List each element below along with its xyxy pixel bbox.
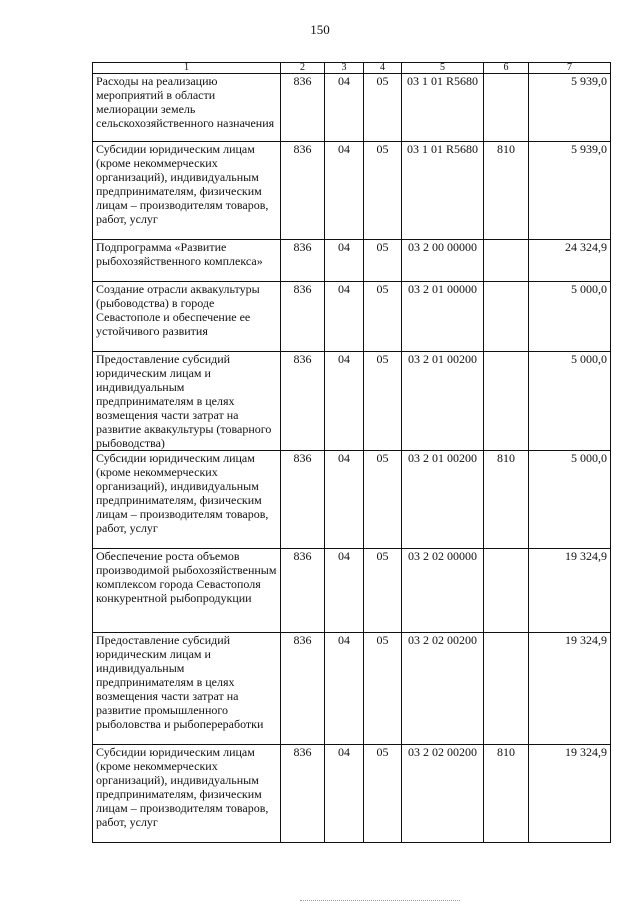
row-vr: 810: [484, 142, 529, 240]
row-vr: [484, 549, 529, 633]
table-row: [93, 352, 611, 451]
row-sum: 5 000,0: [529, 352, 611, 451]
row-ved: 836: [281, 240, 325, 282]
row-csr: 03 2 02 00200: [402, 745, 484, 843]
header-col-4: 4: [364, 63, 402, 74]
row-vr: [484, 74, 529, 142]
table-row: [93, 549, 611, 633]
table-row: [93, 282, 611, 352]
row-rz: 04: [325, 549, 364, 633]
row-pr: 05: [364, 451, 402, 549]
row-vr: 810: [484, 451, 529, 549]
row-pr: 05: [364, 240, 402, 282]
row-rz: 04: [325, 352, 364, 451]
budget-table: [92, 62, 611, 843]
row-vr: 810: [484, 745, 529, 843]
row-rz: 04: [325, 142, 364, 240]
header-col-2: 2: [281, 63, 325, 74]
table-row: [93, 451, 611, 549]
table-header-row: [93, 63, 611, 74]
row-pr: 05: [364, 282, 402, 352]
row-vr: [484, 352, 529, 451]
row-pr: 05: [364, 142, 402, 240]
row-csr: 03 2 01 00000: [402, 282, 484, 352]
row-sum: 5 000,0: [529, 451, 611, 549]
row-rz: 04: [325, 74, 364, 142]
row-pr: 05: [364, 549, 402, 633]
row-sum: 19 324,9: [529, 745, 611, 843]
header-col-6: 6: [484, 63, 529, 74]
row-pr: 05: [364, 74, 402, 142]
header-col-7: 7: [529, 63, 611, 74]
row-ved: 836: [281, 282, 325, 352]
row-name: Обеспечение роста объемов производимой рыбохозяйственным комплексом города Севастополя конкурентной рыбопродукции: [93, 549, 281, 633]
header-col-1: 1: [93, 63, 281, 74]
row-sum: 5 939,0: [529, 74, 611, 142]
row-name: Предоставление субсидий юридическим лицам и индивидуальным предпринимателям в целях возмещения части затрат на развитие аквакультуры (товарного рыбоводства): [93, 352, 281, 451]
row-csr: 03 2 02 00200: [402, 633, 484, 745]
table-row: [93, 633, 611, 745]
table-row: [93, 142, 611, 240]
row-csr: 03 1 01 R5680: [402, 142, 484, 240]
row-ved: 836: [281, 549, 325, 633]
row-vr: [484, 240, 529, 282]
row-name: Субсидии юридическим лицам (кроме некоммерческих организаций), индивидуальным предпринимателям, физическим лицам – производителям товаров, работ, услуг: [93, 142, 281, 240]
page-bottom-edge: [300, 900, 460, 903]
row-csr: 03 2 00 00000: [402, 240, 484, 282]
row-ved: 836: [281, 745, 325, 843]
header-col-3: 3: [325, 63, 364, 74]
row-sum: 19 324,9: [529, 549, 611, 633]
row-ved: 836: [281, 74, 325, 142]
row-csr: 03 2 01 00200: [402, 352, 484, 451]
row-sum: 5 939,0: [529, 142, 611, 240]
row-rz: 04: [325, 451, 364, 549]
row-name: Предоставление субсидий юридическим лицам и индивидуальным предпринимателям в целях возмещения части затрат на развитие промышленного рыболовства и рыбопереработки: [93, 633, 281, 745]
row-csr: 03 2 01 00200: [402, 451, 484, 549]
table-row: [93, 745, 611, 843]
row-name: Расходы на реализацию мероприятий в области мелиорации земель сельскохозяйственного назначения: [93, 74, 281, 142]
row-vr: [484, 282, 529, 352]
row-csr: 03 1 01 R5680: [402, 74, 484, 142]
row-ved: 836: [281, 633, 325, 745]
row-ved: 836: [281, 142, 325, 240]
row-rz: 04: [325, 282, 364, 352]
row-pr: 05: [364, 352, 402, 451]
row-rz: 04: [325, 240, 364, 282]
row-rz: 04: [325, 633, 364, 745]
row-pr: 05: [364, 745, 402, 843]
row-sum: 24 324,9: [529, 240, 611, 282]
row-sum: 5 000,0: [529, 282, 611, 352]
page-number: 150: [310, 22, 330, 37]
row-sum: 19 324,9: [529, 633, 611, 745]
row-ved: 836: [281, 451, 325, 549]
row-vr: [484, 633, 529, 745]
table-row: [93, 240, 611, 282]
row-rz: 04: [325, 745, 364, 843]
row-ved: 836: [281, 352, 325, 451]
row-name: Создание отрасли аквакультуры (рыбоводства) в городе Севастополе и обеспечение ее устойчивого развития: [93, 282, 281, 352]
table-row: [93, 74, 611, 142]
row-pr: 05: [364, 633, 402, 745]
row-name: Подпрограмма «Развитие рыбохозяйственного комплекса»: [93, 240, 281, 282]
header-col-5: 5: [402, 63, 484, 74]
row-csr: 03 2 02 00000: [402, 549, 484, 633]
row-name: Субсидии юридическим лицам (кроме некоммерческих организаций), индивидуальным предпринимателям, физическим лицам – производителям товаров, работ, услуг: [93, 451, 281, 549]
row-name: Субсидии юридическим лицам (кроме некоммерческих организаций), индивидуальным предпринимателям, физическим лицам – производителям товаров, работ, услуг: [93, 745, 281, 843]
